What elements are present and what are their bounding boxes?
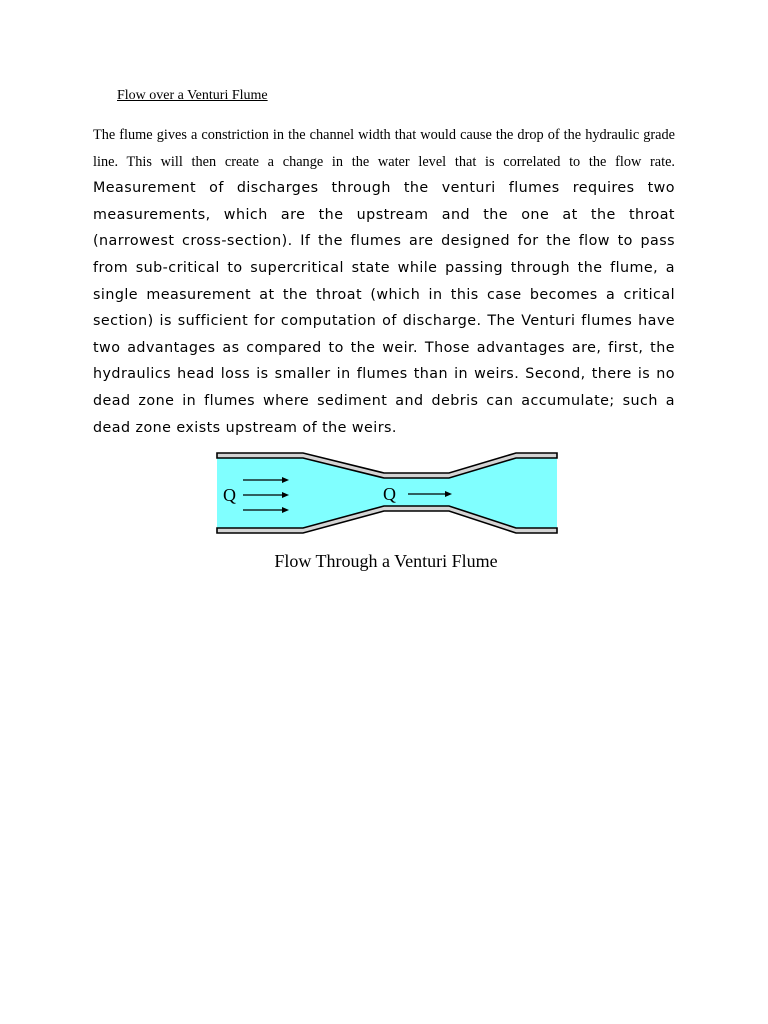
section-heading: Flow over a Venturi Flume — [117, 88, 268, 103]
upstream-flow-label: Q — [223, 485, 236, 505]
body-paragraph — [93, 122, 675, 441]
paragraph-sans-run: Measurement of discharges through the venturi flumes requires two measurements, which are the upstream and the one at the throat (narrowest cross-section). If the flumes are designed for the flow to pass from sub-critical to supercritical state while passing through the flume, a single measurement at the throat (which in this case becomes a critical section) is sufficient for computation of discharge. The Venturi flumes have two advantages as compared to the weir. Those advantages are, first, the hydraulics head loss is smaller in flumes than in weirs. Second, there is no dead zone in flumes where sediment and debris can accumulate; such a dead zone exists upstream of the weirs. — [93, 180, 675, 436]
paragraph-serif-run: The flume gives a constriction in the channel width that would cause the drop of the hydraulic grade line. This will then create a change in the water level that is correlated to the flow rate. — [93, 127, 675, 170]
figure-caption: Flow Through a Venturi Flume — [274, 551, 498, 571]
venturi-flume-figure — [213, 448, 561, 584]
throat-flow-label: Q — [383, 484, 396, 504]
venturi-flume-diagram — [213, 448, 561, 584]
